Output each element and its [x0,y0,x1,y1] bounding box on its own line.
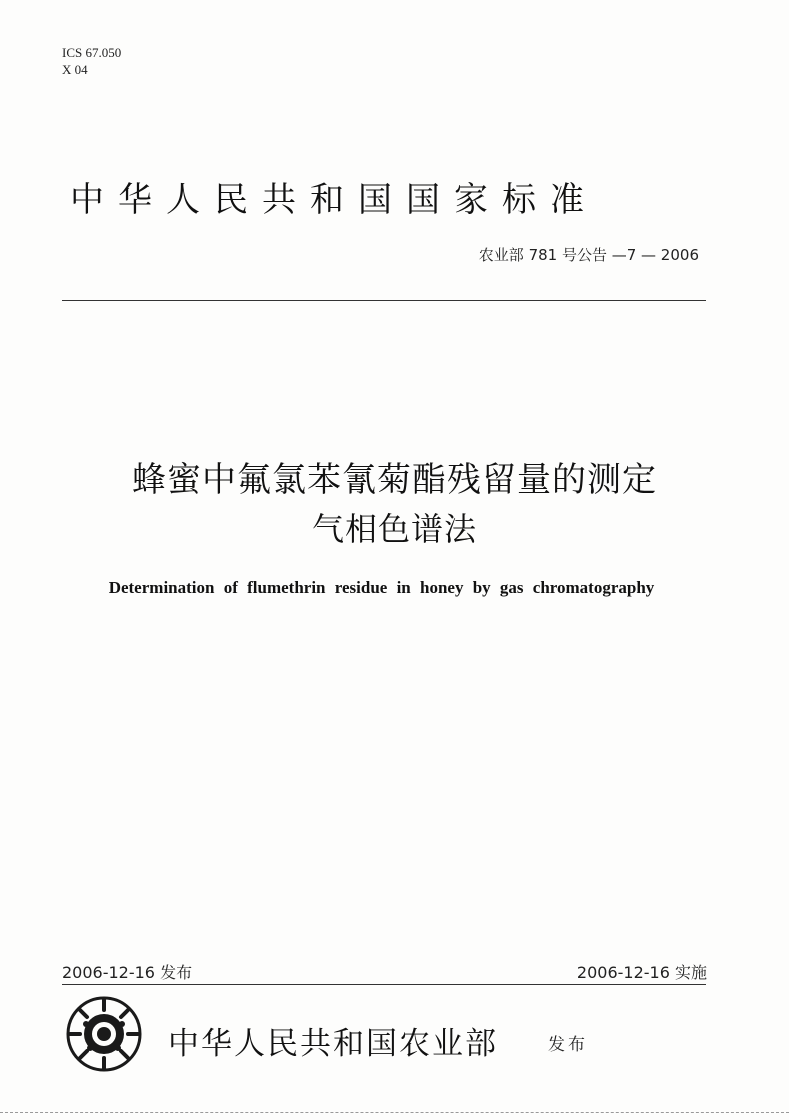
bottom-divider [62,984,706,985]
publish-label: 发布 [548,1035,588,1055]
title-chinese-line2: 气相色谱法 [311,510,477,548]
classification-codes [62,44,121,78]
top-divider [62,300,706,301]
standard-number: 农业部 781 号公告 —7 — 2006 [478,246,699,264]
title-chinese-line1: 蜂蜜中氟氯苯氰菊酯残留量的测定 [132,460,657,500]
ccs-code: X 04 [62,62,88,77]
implementation-date: 2006-12-16 实施 [576,963,707,982]
issue-date: 2006-12-16 发布 [62,963,193,982]
scan-edge-line [0,1112,789,1113]
standard-category: 中华人民共和国国家标准 [70,180,598,220]
ministry-seal-icon [66,996,142,1072]
ics-code: ICS 67.050 [62,45,122,60]
publisher-name: 中华人民共和国农业部 [168,1026,498,1062]
title-english: Determination of flumethrin residue in honey by gas chromatography [108,578,655,597]
